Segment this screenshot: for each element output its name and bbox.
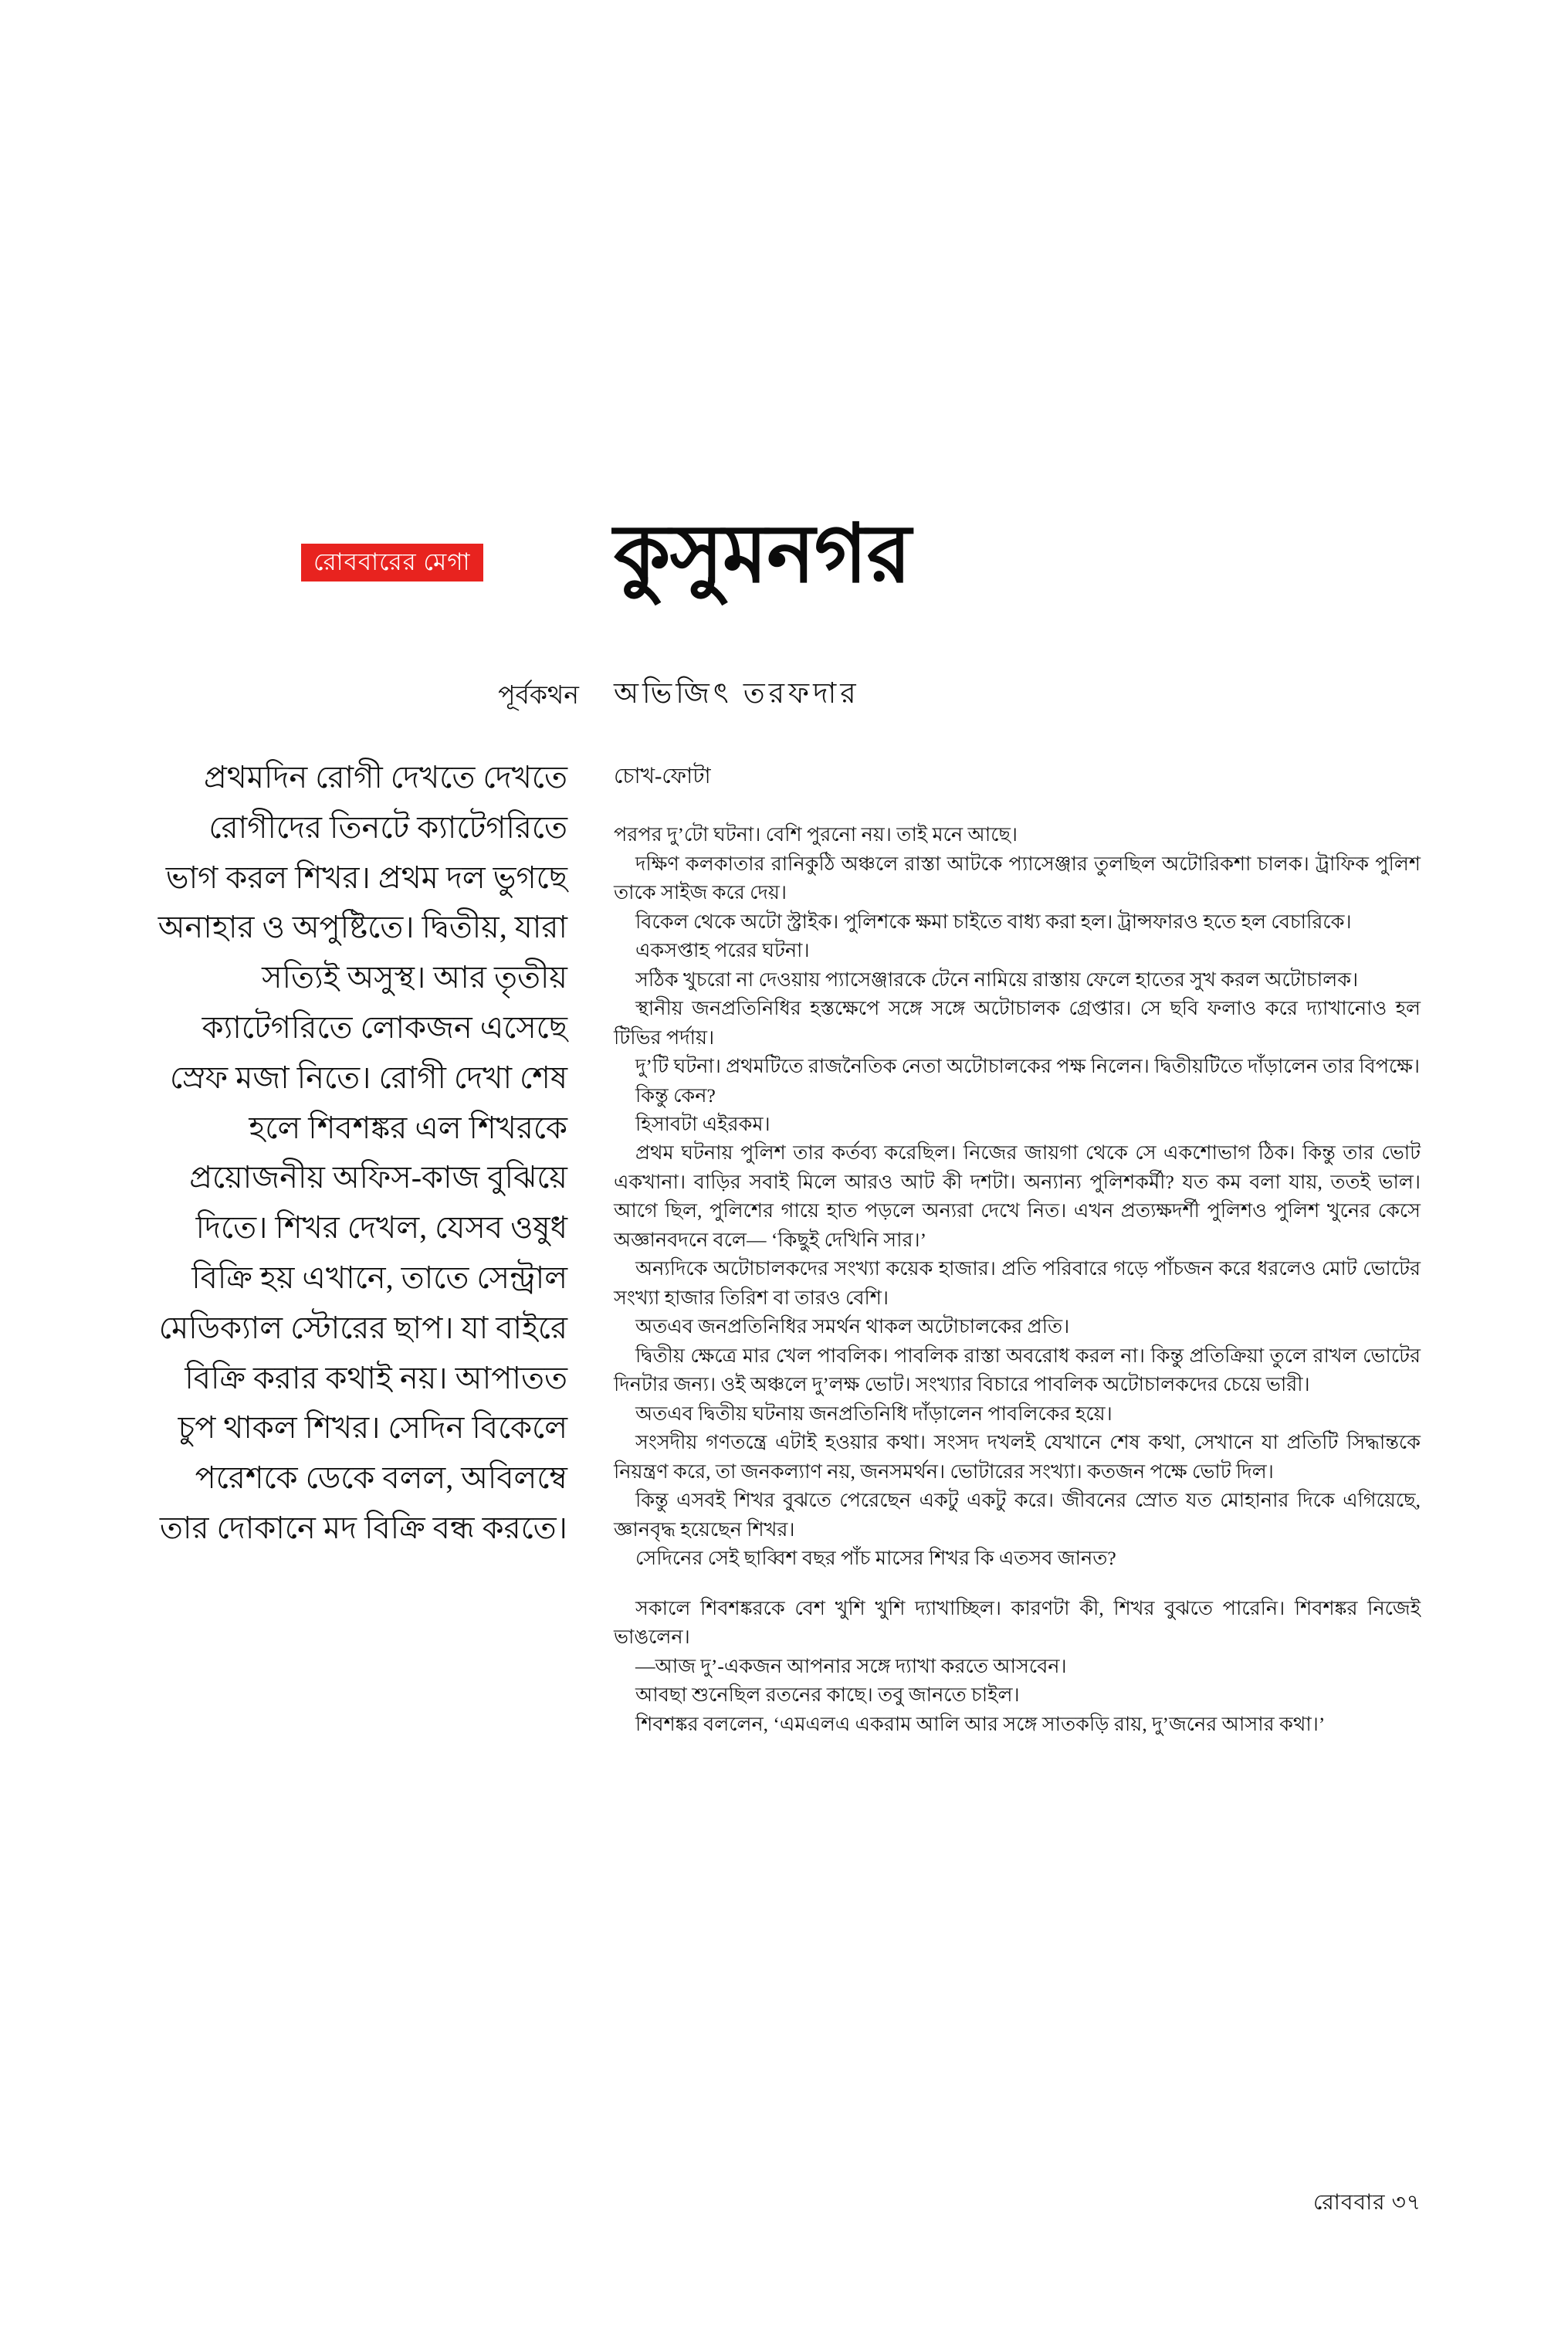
body-paragraph: অতএব জনপ্রতিনিধির সমর্থন থাকল অটোচালকের প্রতি।: [635, 1315, 1070, 1338]
body-paragraph: সকালে শিবশঙ্করকে বেশ খুশি খুশি দ্যাখাচ্ছিল। কারণটা কী, শিখর বুঝতে পারেনি। শিবশঙ্কর নিজেই ভাঙলেন।: [614, 1596, 1421, 1649]
author-name: অভিজিৎ তরফদার: [614, 678, 860, 710]
body-paragraph: একসপ্তাহ পরের ঘটনা।: [635, 939, 810, 962]
body-paragraph: সেদিনের সেই ছাব্বিশ বছর পাঁচ মাসের শিখর কি এতসব জানত?: [635, 1547, 1116, 1570]
body-paragraph: বিকেল থেকে অটো স্ট্রাইক। পুলিশকে ক্ষমা চাইতে বাধ্য করা হল। ট্রান্সফারও হতে হল বেচারিকে।: [635, 910, 1352, 933]
kicker-badge: রোববারের মেগা: [301, 544, 483, 582]
intro-column: প্রথমদিন রোগী দেখতে দেখতে রোগীদের তিনটে ক্যাটেগরিতে ভাগ করল শিখর। প্রথম দল ভুগছে অনাহার ও অপুষ্টিতে। দ্বিতীয়, যারা সত্যিই অসুস্থ। আর তৃতীয় ক্যাটেগরিতে লোকজন এসেছে স্রেফ মজা নিতে। রোগী দেখা শেষ হলে শিবশঙ্কর এল শিখরকে প্রয়োজনীয় অফিস-কাজ বুঝিয়ে দিতে। শিখর দেখল, যেসব ওষুধ বিক্রি হয় এখানে, তাতে সেন্ট্রাল মেডিক্যাল স্টোরের ছাপ। যা বাইরে বিক্রি করার কথাই নয়। আপাতত চুপ থাকল শিখর। সেদিন বিকেলে পরেশকে ডেকে বলল, অবিলম্বে তার দোকানে মদ বিক্রি বন্ধ করতে।: [157, 760, 567, 1545]
body-paragraph: প্রথম ঘটনায় পুলিশ তার কর্তব্য করেছিল। নিজের জায়গা থেকে সে একশোভাগ ঠিক। কিন্তু তার ভোট একখানা। বাড়ির সবাই মিলে আরও আট কী দশটা। অন্যান্য পুলিশকর্মী? যত কম বলা যায়, ততই ভাল। আগে ছিল, পুলিশের গায়ে হাত পড়লে অন্যরা দেখে নিত। এখন প্রত্যক্ষদর্শী পুলিশও পুলিশ খুনের কেসে অজ্ঞানবদনে বলে— ‘কিছুই দেখিনি সার।’: [614, 1141, 1421, 1251]
body-paragraph: —আজ দু’-একজন আপনার সঙ্গে দ্যাখা করতে আসবেন।: [635, 1654, 1067, 1677]
section-heading: চোখ-ফোটা: [614, 765, 711, 788]
byline: [301, 670, 1382, 717]
body-paragraph: আবছা শুনেছিল রতনের কাছে। তবু জানতে চাইল।: [635, 1683, 1020, 1707]
body-paragraph: পরপর দু’টো ঘটনা। বেশি পুরনো নয়। তাই মনে আছে।: [614, 823, 1018, 846]
body-paragraph: কিন্তু এসবই শিখর বুঝতে পেরেছেন একটু একটু করে। জীবনের স্রোত যত মোহানার দিকে এগিয়েছে, জ্ঞানবৃদ্ধ হয়েছেন শিখর।: [614, 1489, 1421, 1541]
page-title: কুসুমনগর: [614, 509, 911, 599]
body-paragraph: কিন্তু কেন?: [635, 1083, 716, 1107]
body-paragraph: দ্বিতীয় ক্ষেত্রে মার খেল পাবলিক। পাবলিক রাস্তা অবরোধ করল না। কিন্তু প্রতিক্রিয়া তুলে রাখল ভোটের দিনটার জন্য। ওই অঞ্চলে দু’লক্ষ ভোট। সংখ্যার বিচারে পাবলিক অটোচালকদের চেয়ে ভারী।: [614, 1344, 1421, 1396]
body-paragraph: সংসদীয় গণতন্ত্রে এটাই হওয়ার কথা। সংসদ দখলই যেখানে শেষ কথা, সেখানে যা প্রতিটি সিদ্ধান্তকে নিয়ন্ত্রণ করে, তা জনকল্যাণ নয়, জনসমর্থন। ভোটারের সংখ্যা। কতজন পক্ষে ভোট দিল।: [614, 1431, 1421, 1483]
body-paragraph: শিবশঙ্কর বললেন, ‘এমএলএ একরাম আলি আর সঙ্গে সাতকড়ি রায়, দু’জনের আসার কথা।’: [635, 1712, 1326, 1735]
body-paragraph: স্থানীয় জনপ্রতিনিধির হস্তক্ষেপে সঙ্গে সঙ্গে অটোচালক গ্রেপ্তার। সে ছবি ফলাও করে দ্যাখানোও হল টিভির পর্দায়।: [614, 997, 1421, 1049]
body-paragraph: দক্ষিণ কলকাতার রানিকুঠি অঞ্চলে রাস্তা আটকে প্যাসেঞ্জার তুলছিল অটোরিকশা চালক। ট্রাফিক পুলিশ তাকে সাইজ করে দেয়।: [614, 852, 1421, 904]
body-paragraph: অন্যদিকে অটোচালকদের সংখ্যা কয়েক হাজার। প্রতি পরিবারে গড়ে পাঁচজন করে ধরলেও মোট ভোটের সংখ্যা হাজার তিরিশ বা তারও বেশি।: [614, 1257, 1421, 1309]
body-paragraph: সঠিক খুচরো না দেওয়ায় প্যাসেঞ্জারকে টেনে নামিয়ে রাস্তায় ফেলে হাতের সুখ করল অটোচালক।: [635, 968, 1359, 991]
body-column: [614, 761, 1421, 1738]
body-paragraph: হিসাবটা এইরকম।: [635, 1113, 770, 1135]
body-paragraph: অতএব দ্বিতীয় ঘটনায় জনপ্রতিনিধি দাঁড়ালেন পাবলিকের হয়ে।: [635, 1402, 1113, 1425]
body-paragraph: দু’টি ঘটনা। প্রথমটিতে রাজনৈতিক নেতা অটোচালকের পক্ষ নিলেন। দ্বিতীয়টিতে দাঁড়ালেন তার বিপক্ষে।: [635, 1055, 1421, 1078]
masthead: [301, 509, 1382, 626]
prologue-label: পূর্বকথন: [498, 682, 579, 710]
page-folio: রোববার ৩৭: [1313, 2191, 1421, 2215]
